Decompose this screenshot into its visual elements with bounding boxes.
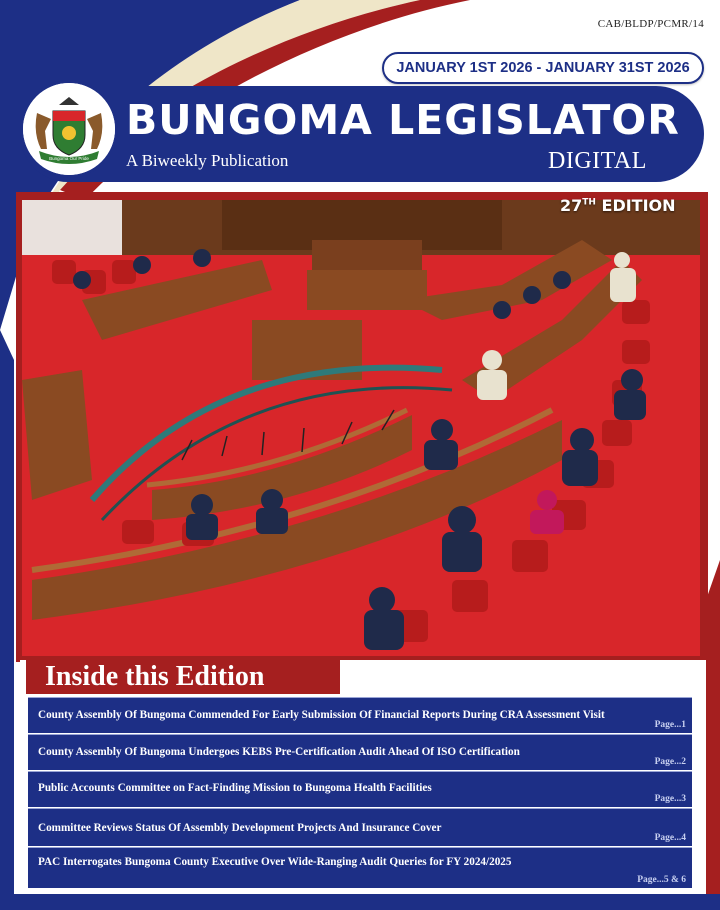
publication-title: BUNGOMA LEGISLATOR bbox=[126, 96, 680, 144]
edition-label: 27TH EDITION bbox=[560, 196, 676, 215]
reference-code: CAB/BLDP/PCMR/14 bbox=[597, 18, 704, 30]
publication-subtitle: A Biweekly Publication bbox=[126, 151, 289, 170]
county-coat-of-arms-icon bbox=[20, 80, 118, 178]
toc-item[interactable] bbox=[28, 697, 692, 733]
date-range-badge: JANUARY 1ST 2026 - JANUARY 31ST 2026 bbox=[382, 52, 704, 84]
assembly-chamber-photo bbox=[22, 200, 700, 656]
logo-motto: Bungoma Our Pride bbox=[49, 156, 89, 161]
digital-label: DIGITAL bbox=[548, 148, 647, 174]
toc-item-page: Page...3 bbox=[654, 794, 686, 804]
toc-item-title: PAC Interrogates Bungoma County Executive Over Wide-Ranging Audit Queries for FY 2024/2025 bbox=[38, 856, 512, 868]
toc-item-title: Public Accounts Committee on Fact-Finding Mission to Bungoma Health Facilities bbox=[38, 782, 432, 794]
inside-edition-heading: Inside this Edition bbox=[26, 660, 340, 694]
toc-item[interactable] bbox=[28, 771, 692, 807]
toc-item-title: County Assembly Of Bungoma Commended For Early Submission Of Financial Reports During CRA Assessment Visit bbox=[38, 709, 605, 721]
toc-item-title: County Assembly Of Bungoma Undergoes KEBS Pre-Certification Audit Ahead Of ISO Certification bbox=[38, 746, 520, 758]
toc-item-title: Committee Reviews Status Of Assembly Development Projects And Insurance Cover bbox=[38, 822, 442, 834]
toc-item-page: Page...1 bbox=[654, 720, 686, 730]
toc-item[interactable] bbox=[28, 847, 692, 888]
toc-item-page: Page...2 bbox=[654, 757, 686, 767]
toc-item-page: Page...5 & 6 bbox=[637, 875, 686, 885]
toc-item[interactable] bbox=[28, 808, 692, 846]
toc-item[interactable] bbox=[28, 734, 692, 770]
toc-item-page: Page...4 bbox=[654, 833, 686, 843]
